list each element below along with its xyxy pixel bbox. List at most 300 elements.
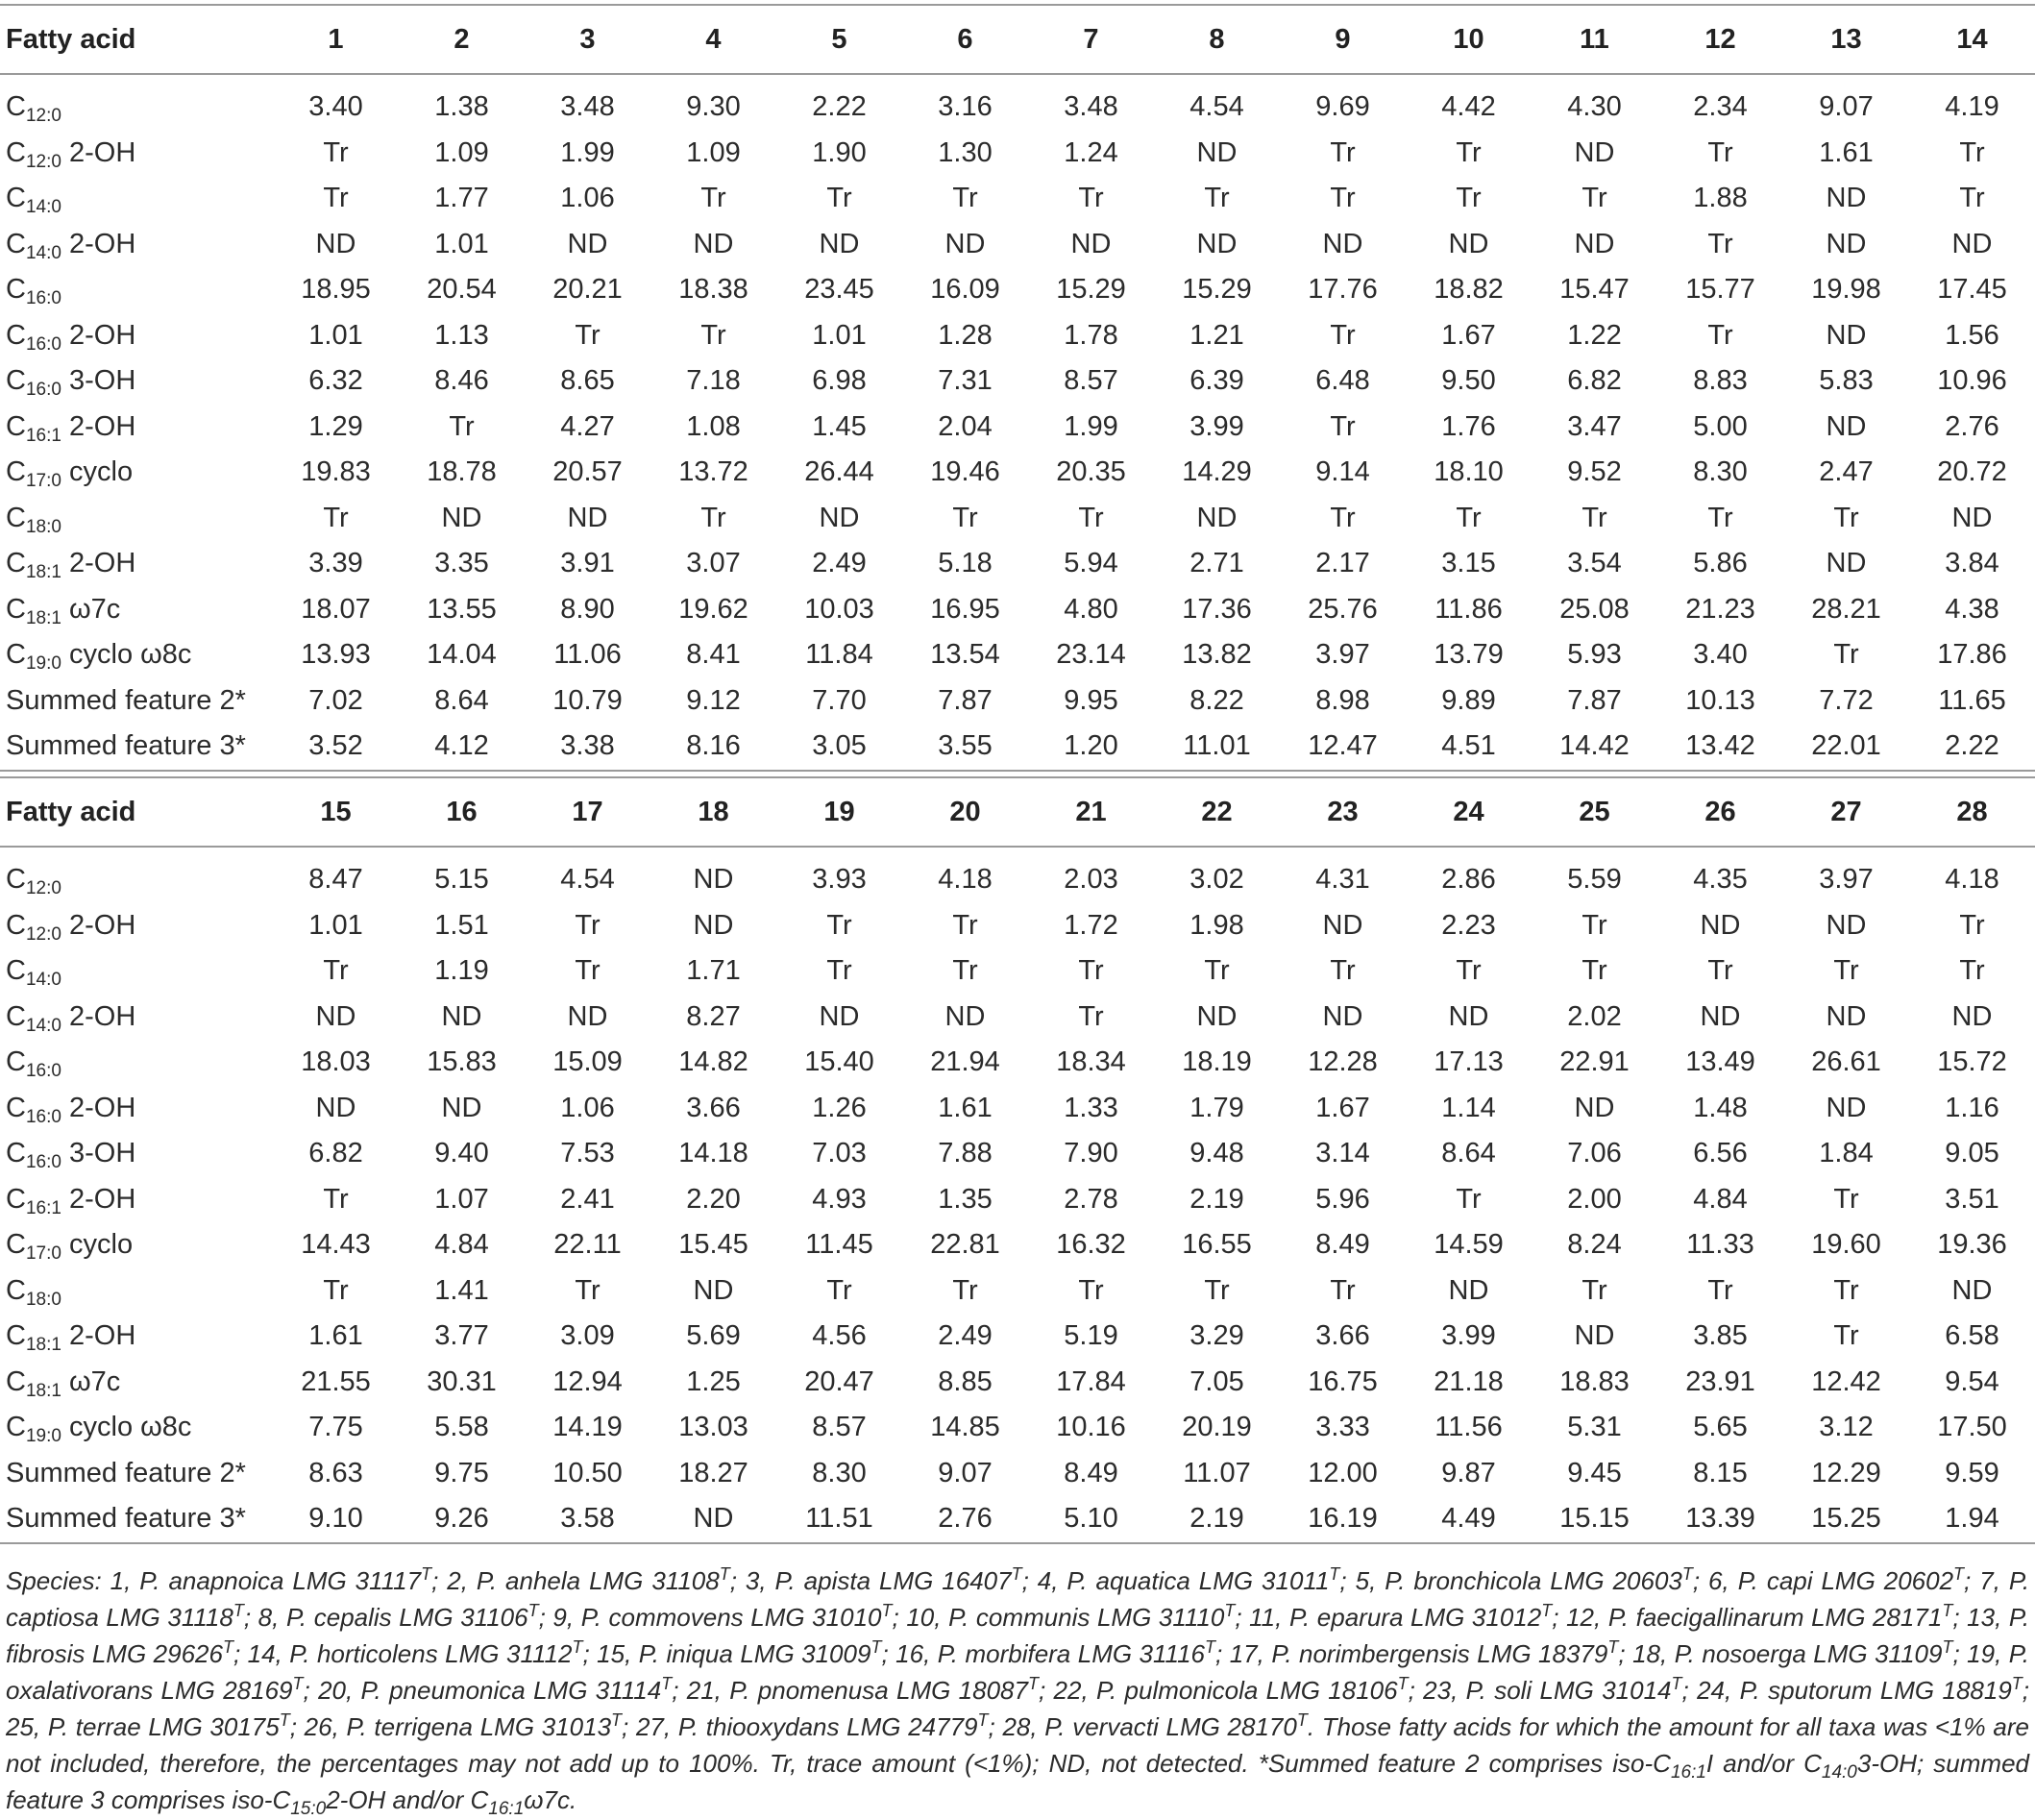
table-cell: 8.49 — [1315, 1229, 1370, 1260]
species-name: P. oxalativorans LMG 28169 — [6, 1639, 2029, 1705]
table-cell: 13.49 — [1685, 1046, 1755, 1077]
table-cell: 13.03 — [678, 1412, 748, 1442]
species-number: 5 — [1355, 1566, 1370, 1595]
species-name: P. terrigena LMG 31013 — [346, 1712, 612, 1741]
table-header-row — [0, 777, 2035, 847]
table-cell: Tr — [1833, 955, 1859, 986]
table-cell: Tr — [323, 1274, 349, 1306]
table-cell: 17.84 — [1056, 1365, 1126, 1397]
type-strain-mark: T — [1541, 1601, 1553, 1620]
table-cell: 5.96 — [1315, 1183, 1370, 1215]
table-cell: Tr — [700, 183, 726, 213]
table-cell: 1.01 — [308, 909, 363, 941]
table-cell: 3.99 — [1441, 1320, 1496, 1351]
row-label-base: C — [6, 1412, 26, 1442]
table-row — [0, 1405, 2035, 1451]
table-cell: 3.54 — [1567, 548, 1622, 578]
row-label-suffix: cyclo ω8c — [61, 1412, 192, 1442]
table-cell: 8.64 — [434, 684, 489, 716]
table-cell: ND — [567, 502, 608, 533]
table-cell: Tr — [952, 955, 978, 986]
table-cell: 9.14 — [1315, 456, 1370, 487]
table-cell: Tr — [952, 502, 978, 533]
table-cell: 5.00 — [1693, 410, 1748, 442]
table-cell: 8.90 — [560, 593, 615, 625]
table-cell: 9.12 — [686, 684, 741, 716]
type-strain-mark: T — [977, 1710, 989, 1730]
row-label-chain: 16:0 — [25, 333, 61, 355]
species-entry: 18, P. nosoerga LMG $31109^T$; — [1632, 1637, 1968, 1668]
table-cell: Tr — [1833, 1274, 1859, 1306]
row-label-suffix: 2-OH — [61, 136, 136, 168]
species-name: P. terrae LMG 30175 — [47, 1712, 280, 1741]
row-label — [0, 1086, 273, 1132]
table-cell: ND — [1322, 1000, 1363, 1032]
column-header-species: 15 — [273, 777, 399, 847]
row-label-chain: 16:0 — [25, 1061, 61, 1081]
type-strain-mark: T — [1296, 1710, 1308, 1730]
row-label-base: C — [6, 319, 26, 351]
table-cell: 9.40 — [434, 1138, 489, 1168]
table-cell: 4.42 — [1441, 91, 1496, 122]
row-label-chain: 19:0 — [25, 1426, 61, 1446]
row-label-chain: 18:1 — [25, 562, 61, 582]
species-name: P. communis LMG 31110 — [948, 1603, 1225, 1632]
table-cell: 1.01 — [308, 319, 363, 351]
table-cell: 11.06 — [553, 639, 622, 670]
row-label-base: C — [6, 1046, 26, 1077]
table-cell: 1.07 — [434, 1183, 489, 1215]
table-cell: Tr — [1707, 136, 1733, 168]
table-cell: 1.35 — [938, 1183, 993, 1215]
row-label-base: C — [6, 410, 26, 442]
species-name: P. faecigallinarum LMG 28171 — [1607, 1603, 1943, 1632]
table-cell: 3.40 — [1693, 639, 1748, 670]
table-cell: 12.94 — [552, 1365, 623, 1397]
row-label-suffix: 3-OH — [61, 1138, 136, 1168]
table-cell: ND — [1196, 228, 1238, 259]
table-cell: Tr — [323, 955, 349, 986]
row-label — [0, 948, 273, 995]
species-name: P. nosoerga LMG 31109 — [1674, 1639, 1943, 1668]
table-cell: 5.58 — [434, 1412, 489, 1442]
table-cell: Tr — [952, 1274, 978, 1306]
table-cell: 15.29 — [1182, 274, 1252, 305]
row-label — [0, 847, 273, 903]
table-cell: ND — [1700, 1000, 1741, 1032]
row-label — [0, 1131, 273, 1177]
table-cell: 15.29 — [1056, 274, 1126, 305]
table-cell: 1.01 — [434, 228, 489, 259]
table-cell: 9.10 — [273, 1496, 399, 1543]
species-number: 12 — [1566, 1603, 1594, 1632]
table-cell: 10.03 — [804, 593, 874, 625]
table-cell: 21.23 — [1685, 593, 1755, 625]
row-label — [0, 724, 273, 771]
species-number: 4 — [1037, 1566, 1052, 1595]
species-entry: 27, P. thiooxydans LMG $24779^T$; — [635, 1710, 1003, 1741]
table-cell: 1.67 — [1441, 319, 1496, 351]
table-cell: 2.19 — [1154, 1496, 1280, 1543]
table-cell: 18.19 — [1182, 1046, 1252, 1077]
table-cell: 22.91 — [1559, 1046, 1630, 1077]
table-cell: 7.03 — [812, 1138, 867, 1168]
table-cell: ND — [944, 1000, 986, 1032]
table-cell: 3.66 — [1315, 1320, 1370, 1351]
table-row — [0, 405, 2035, 451]
table-cell: 1.94 — [1909, 1496, 2035, 1543]
table-row — [0, 1040, 2035, 1086]
row-label — [0, 632, 273, 678]
type-strain-mark: T — [1027, 1674, 1039, 1693]
table-cell: Tr — [1456, 183, 1482, 213]
table-cell: 25.76 — [1308, 593, 1378, 625]
row-label-chain: 12:0 — [25, 151, 61, 172]
table-cell: 1.90 — [812, 136, 867, 168]
table-cell: 12.47 — [1280, 724, 1406, 771]
table-cell: 3.35 — [434, 548, 489, 578]
row-label — [0, 541, 273, 587]
table-cell: 1.09 — [686, 136, 741, 168]
species-entry: 8, P. cepalis LMG $31106^T$; — [257, 1601, 553, 1632]
row-label-suffix: cyclo — [61, 1229, 134, 1260]
table-cell: 8.30 — [1693, 456, 1748, 487]
row-label-chain: 12:0 — [25, 923, 61, 945]
table-cell: 1.99 — [560, 136, 615, 168]
species-name: P. pnomenusa LMG 18087 — [729, 1676, 1028, 1705]
table-cell: ND — [1070, 228, 1112, 259]
table-cell: ND — [650, 1496, 776, 1543]
table-cell: 1.06 — [560, 1092, 615, 1123]
species-number: 7 — [1979, 1566, 1994, 1595]
table-cell: 3.29 — [1189, 1320, 1244, 1351]
table-cell: 2.00 — [1567, 1183, 1622, 1215]
table-cell: Tr — [1707, 319, 1733, 351]
table-cell: 1.16 — [1945, 1092, 1999, 1123]
row-label-chain: 16:1 — [25, 425, 61, 446]
table-cell: 8.49 — [1064, 1457, 1118, 1488]
table-cell: 16.55 — [1182, 1229, 1252, 1260]
row-label-suffix: 2-OH — [61, 319, 136, 351]
row-label-base: C — [6, 955, 26, 986]
table-cell: Tr — [1959, 183, 1985, 213]
row-label-suffix: 2-OH — [61, 548, 136, 578]
table-cell: 2.76 — [902, 1496, 1028, 1543]
species-entry: 5, P. bronchicola LMG $20603^T$; — [1355, 1564, 1709, 1595]
footnote-species-intro: Species: — [6, 1566, 110, 1595]
table-cell: ND — [1826, 319, 1867, 351]
table-cell: 1.76 — [1441, 410, 1496, 442]
table-cell: 16.19 — [1280, 1496, 1406, 1543]
row-label — [0, 405, 273, 451]
row-label — [0, 496, 273, 542]
table-cell: 14.18 — [678, 1138, 748, 1168]
species-entry: 13, P. fibrosis LMG $29626^T$; — [6, 1603, 2030, 1668]
table-cell: ND — [1574, 228, 1615, 259]
table-cell: 16.32 — [1056, 1229, 1126, 1260]
table-cell: 19.46 — [930, 456, 1000, 487]
table-cell: ND — [1826, 548, 1867, 578]
table-cell: 3.16 — [938, 91, 993, 122]
column-header-species: 5 — [776, 5, 902, 74]
table-cell: ND — [1826, 909, 1867, 941]
table-cell: 2.34 — [1693, 91, 1748, 122]
table-cell: Tr — [1078, 502, 1104, 533]
table-cell: 9.95 — [1064, 684, 1118, 716]
table-cell: 1.20 — [1028, 724, 1154, 771]
column-header-species: 22 — [1154, 777, 1280, 847]
table-cell: Tr — [1707, 502, 1733, 533]
species-entry: 12, P. faecigallinarum LMG $28171^T$; — [1566, 1601, 1968, 1632]
species-number: 25 — [6, 1712, 34, 1741]
table-cell: 20.72 — [1937, 456, 2007, 487]
table-row — [0, 358, 2035, 405]
table-cell: 1.28 — [938, 319, 993, 351]
type-strain-mark: T — [1953, 1564, 1965, 1584]
table-cell: 30.31 — [427, 1365, 497, 1397]
row-label-base: C — [6, 228, 26, 259]
table-cell: 3.48 — [560, 91, 615, 122]
type-strain-mark: T — [527, 1601, 539, 1620]
table-cell: ND — [1826, 228, 1867, 259]
table-cell: 4.27 — [560, 410, 615, 442]
table-cell: ND — [693, 228, 734, 259]
species-name: P. aquatica LMG 31011 — [1067, 1566, 1330, 1595]
row-label-base: C — [6, 365, 26, 396]
type-strain-mark: T — [572, 1637, 583, 1657]
species-name: P. soli LMG 31014 — [1465, 1676, 1672, 1705]
species-entry: 7, P. captiosa LMG $31118^T$; — [6, 1566, 2030, 1632]
species-name: P. apista LMG 16407 — [774, 1566, 1012, 1595]
row-label-suffix: 2-OH — [61, 228, 136, 259]
table-cell: 17.50 — [1937, 1412, 2007, 1442]
table-row — [0, 678, 2035, 725]
table-cell: 8.46 — [434, 365, 489, 396]
footnote-summed2-sub1: 16:1 — [1670, 1762, 1706, 1783]
table-cell: 18.82 — [1434, 274, 1504, 305]
table-cell: Tr — [1330, 955, 1356, 986]
table-cell: ND — [315, 1092, 356, 1123]
row-label-suffix: 2-OH — [61, 909, 136, 941]
row-label — [0, 1360, 273, 1406]
table-cell: 5.69 — [686, 1320, 741, 1351]
type-strain-mark: T — [1224, 1601, 1236, 1620]
table-cell: 22.81 — [930, 1229, 1000, 1260]
table-cell: Tr — [1581, 502, 1607, 533]
table-cell: 17.36 — [1182, 593, 1252, 625]
table-cell: Tr — [1581, 909, 1607, 941]
table-cell: 7.18 — [686, 365, 741, 396]
table-cell: 1.79 — [1189, 1092, 1244, 1123]
table-cell: 6.39 — [1189, 365, 1244, 396]
row-label-suffix: ω7c — [61, 1365, 121, 1397]
table-cell: Tr — [323, 183, 349, 213]
species-entry: 23, P. soli LMG $31014^T$; — [1423, 1674, 1698, 1705]
table-cell: Tr — [952, 909, 978, 941]
table-cell: 1.99 — [1064, 410, 1118, 442]
table-cell: 20.47 — [804, 1365, 874, 1397]
type-strain-mark: T — [1205, 1637, 1215, 1657]
table-cell: Tr — [323, 136, 349, 168]
row-label-chain: 14:0 — [25, 242, 61, 263]
table-cell: 3.91 — [560, 548, 615, 578]
table-cell: 2.04 — [938, 410, 993, 442]
table-cell: 1.51 — [434, 909, 489, 941]
table-cell: Tr — [1078, 183, 1104, 213]
table-cell: Tr — [1959, 909, 1985, 941]
table-cell: 7.02 — [308, 684, 363, 716]
table-cell: ND — [567, 228, 608, 259]
table-cell: 8.16 — [650, 724, 776, 771]
table-cell: Tr — [323, 1183, 349, 1215]
table-row — [0, 131, 2035, 177]
table-cell: 1.61 — [308, 1320, 363, 1351]
table-cell: 1.48 — [1693, 1092, 1748, 1123]
row-label-base: C — [6, 1183, 26, 1215]
table-cell: 4.54 — [560, 864, 615, 895]
species-number: 10 — [906, 1603, 935, 1632]
table-cell: 2.41 — [560, 1183, 615, 1215]
table-cell: 10.16 — [1056, 1412, 1126, 1442]
species-name: P. anhela LMG 31108 — [476, 1566, 720, 1595]
table-cell: 23.45 — [804, 274, 874, 305]
table-cell: 9.48 — [1189, 1138, 1244, 1168]
row-label-base: C — [6, 1365, 26, 1397]
table-cell: 1.38 — [434, 91, 489, 122]
table-cell: 1.98 — [1189, 909, 1244, 941]
table-cell: 3.85 — [1693, 1320, 1748, 1351]
table-cell: 3.51 — [1945, 1183, 1999, 1215]
table-cell: 18.27 — [678, 1457, 748, 1488]
table-cell: 8.65 — [560, 365, 615, 396]
table-cell: 12.28 — [1308, 1046, 1378, 1077]
table-cell: 8.22 — [1189, 684, 1244, 716]
column-header-species: 8 — [1154, 5, 1280, 74]
table-cell: Tr — [952, 183, 978, 213]
column-header-species: 1 — [273, 5, 399, 74]
table-cell: ND — [1196, 136, 1238, 168]
table-cell: 15.40 — [804, 1046, 874, 1077]
column-header-species: 16 — [399, 777, 525, 847]
table-cell: 8.64 — [1441, 1138, 1496, 1168]
table-cell: 2.03 — [1064, 864, 1118, 895]
column-header-species: 21 — [1028, 777, 1154, 847]
table-row — [0, 903, 2035, 949]
table-row — [0, 74, 2035, 131]
table-cell: 4.49 — [1406, 1496, 1532, 1543]
row-label-chain: 16:0 — [25, 1106, 61, 1127]
table-cell: 3.66 — [686, 1092, 741, 1123]
table-cell: 9.07 — [1819, 91, 1874, 122]
table-header-row — [0, 5, 2035, 74]
species-entry: 3, P. apista LMG $16407^T$; — [745, 1564, 1038, 1595]
table-cell: 1.26 — [812, 1092, 867, 1123]
table-cell: 5.10 — [1028, 1496, 1154, 1543]
table-row — [0, 450, 2035, 496]
table-cell: Tr — [1456, 955, 1482, 986]
fatty-acid-table-species-15-28 — [0, 776, 2035, 1544]
species-name: P. sputorum LMG 18819 — [1739, 1676, 2012, 1705]
table-cell: 4.38 — [1945, 593, 1999, 625]
table-cell: 8.83 — [1693, 365, 1748, 396]
table-cell: 4.18 — [1945, 864, 1999, 895]
column-header-fatty-acid: Fatty acid — [0, 777, 273, 847]
table-cell: 21.55 — [301, 1365, 371, 1397]
table-cell: 19.83 — [301, 456, 371, 487]
footnote-summed2-c: 3-OH; summed feature 3 comprises iso-C — [6, 1749, 2030, 1814]
table-cell: 12.29 — [1811, 1457, 1881, 1488]
column-header-species: 13 — [1783, 5, 1909, 74]
table-row — [0, 1086, 2035, 1132]
table-cell: 8.24 — [1567, 1229, 1622, 1260]
table-cell: 4.31 — [1315, 864, 1370, 895]
table-cell: 1.13 — [434, 319, 489, 351]
table-cell: Tr — [700, 319, 726, 351]
table-cell: 9.52 — [1567, 456, 1622, 487]
row-label-base: C — [6, 909, 26, 941]
table-cell: 18.34 — [1056, 1046, 1126, 1077]
table-cell: 2.23 — [1441, 909, 1496, 941]
table-cell: 20.57 — [552, 456, 623, 487]
table-cell: 25.08 — [1559, 593, 1630, 625]
species-name: P. anapnoica LMG 31117 — [139, 1566, 422, 1595]
table-cell: Tr — [1330, 502, 1356, 533]
table-row — [0, 176, 2035, 222]
table-cell: ND — [1448, 228, 1489, 259]
table-cell: 18.38 — [678, 274, 748, 305]
column-header-species: 9 — [1280, 5, 1406, 74]
species-entry: 19, P. oxalativorans LMG $28169^T$; — [6, 1639, 2029, 1705]
row-label-chain: 16:0 — [25, 288, 61, 308]
table-cell: 15.45 — [678, 1229, 748, 1260]
row-label — [0, 74, 273, 131]
table-cell: ND — [1574, 136, 1615, 168]
table-cell: 13.39 — [1657, 1496, 1783, 1543]
table-cell: 20.35 — [1056, 456, 1126, 487]
column-header-species: 20 — [902, 777, 1028, 847]
species-name: P. morbifera LMG 31116 — [937, 1639, 1205, 1668]
table-cell: 4.93 — [812, 1183, 867, 1215]
table-cell: Tr — [1707, 1274, 1733, 1306]
table-cell: ND — [1951, 1274, 1993, 1306]
table-cell: 5.93 — [1567, 639, 1622, 670]
table-cell: 13.42 — [1657, 724, 1783, 771]
table-cell: 13.79 — [1434, 639, 1504, 670]
table-cell: ND — [1574, 1092, 1615, 1123]
table-cell: 1.61 — [1819, 136, 1874, 168]
table-row — [0, 1451, 2035, 1497]
table-cell: ND — [944, 228, 986, 259]
table-cell: 8.63 — [308, 1457, 363, 1488]
table-cell: ND — [315, 1000, 356, 1032]
table-cell: 3.47 — [1567, 410, 1622, 442]
table-cell: 5.83 — [1819, 365, 1874, 396]
table-cell: Tr — [826, 1274, 852, 1306]
table-cell: 23.91 — [1685, 1365, 1755, 1397]
footnote-summed2-b: I and/or C — [1705, 1749, 1822, 1778]
table-cell: Tr — [826, 955, 852, 986]
table-cell: 1.25 — [686, 1365, 741, 1397]
species-entry: 22, P. pulmonicola LMG $18106^T$; — [1053, 1674, 1424, 1705]
table-cell: 14.59 — [1434, 1229, 1504, 1260]
type-strain-mark: T — [1607, 1637, 1619, 1657]
table-row — [0, 267, 2035, 313]
species-entry: 1, P. anapnoica LMG $31117^T$; — [110, 1564, 448, 1595]
table-cell: Tr — [449, 410, 475, 442]
table-cell: 15.47 — [1559, 274, 1630, 305]
column-header-species: 25 — [1532, 777, 1657, 847]
table-cell: 3.84 — [1945, 548, 1999, 578]
